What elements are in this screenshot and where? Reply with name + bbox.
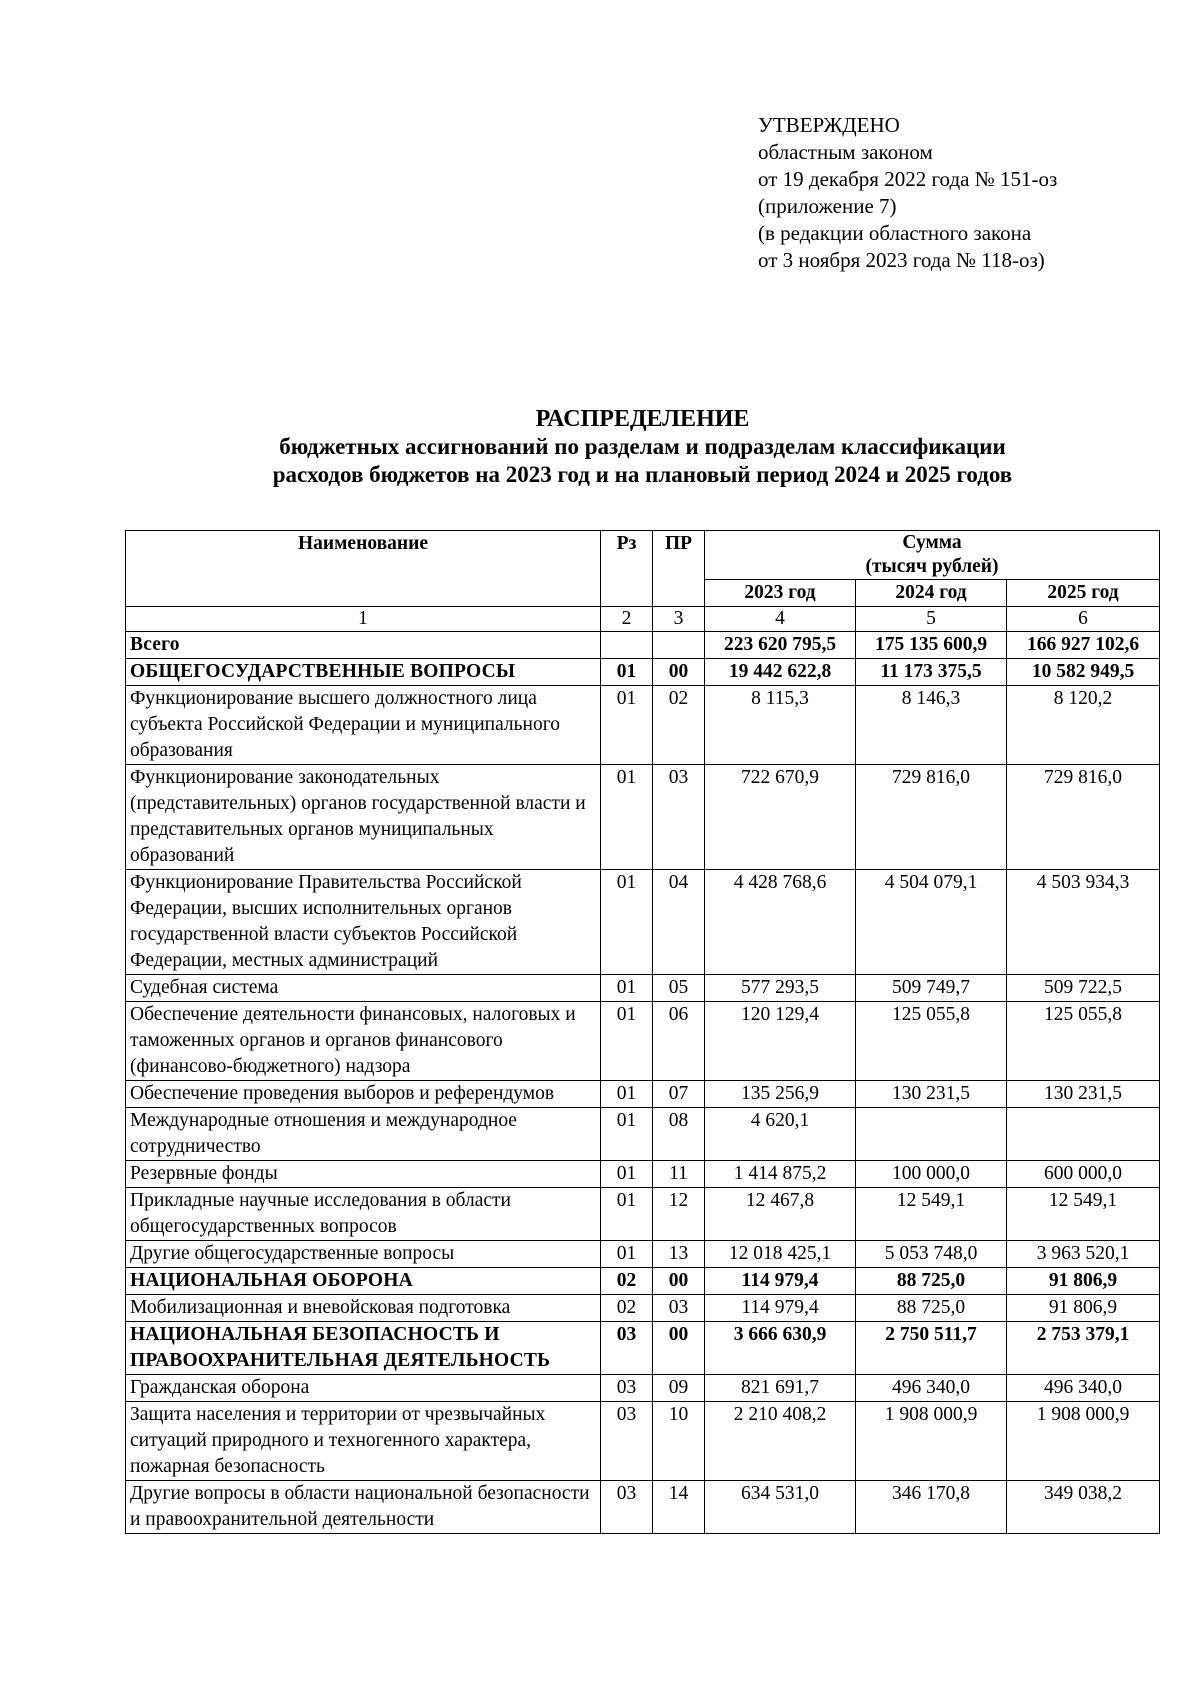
row-rz: 03 (601, 1402, 653, 1481)
row-value-2024: 496 340,0 (856, 1375, 1007, 1402)
header-name: Наименование (126, 531, 601, 607)
header-rz: Рз (601, 531, 653, 607)
row-value-2025 (1007, 1108, 1160, 1161)
row-value-2025: 12 549,1 (1007, 1188, 1160, 1241)
row-rz: 01 (601, 1241, 653, 1268)
row-value-2023: 114 979,4 (705, 1268, 856, 1295)
row-pr: 00 (653, 659, 705, 686)
table-row (126, 1402, 1160, 1481)
approval-line: УТВЕРЖДЕНО (758, 113, 900, 137)
row-value-2024: 11 173 375,5 (856, 659, 1007, 686)
row-value-2025: 349 038,2 (1007, 1481, 1160, 1534)
row-pr: 12 (653, 1188, 705, 1241)
column-index: 2 (601, 607, 653, 632)
table-row (126, 1481, 1160, 1534)
row-value-2024: 175 135 600,9 (856, 632, 1007, 659)
row-value-2024: 5 053 748,0 (856, 1241, 1007, 1268)
row-name: НАЦИОНАЛЬНАЯ ОБОРОНА (126, 1268, 601, 1295)
table-row (126, 765, 1160, 870)
table-row (126, 1268, 1160, 1295)
row-rz: 01 (601, 1161, 653, 1188)
approval-stamp (758, 112, 1057, 274)
row-name: Функционирование законодательных (представительных) органов государственной власти и представительных органов муниципальных образований (126, 765, 601, 870)
row-value-2024: 2 750 511,7 (856, 1322, 1007, 1375)
document-title (125, 405, 1160, 489)
row-value-2024: 125 055,8 (856, 1002, 1007, 1081)
row-value-2023: 2 210 408,2 (705, 1402, 856, 1481)
row-value-2025: 4 503 934,3 (1007, 870, 1160, 975)
row-name: Функционирование высшего должностного лица субъекта Российской Федерации и муниципального образования (126, 686, 601, 765)
row-value-2023: 135 256,9 (705, 1081, 856, 1108)
column-index-row (126, 607, 1160, 632)
header-year-2025: 2025 год (1007, 580, 1160, 607)
column-index: 4 (705, 607, 856, 632)
row-rz: 01 (601, 659, 653, 686)
row-pr: 07 (653, 1081, 705, 1108)
row-pr: 06 (653, 1002, 705, 1081)
row-name: Международные отношения и международное сотрудничество (126, 1108, 601, 1161)
row-value-2025: 125 055,8 (1007, 1002, 1160, 1081)
table-row (126, 632, 1160, 659)
row-pr: 11 (653, 1161, 705, 1188)
title-main: РАСПРЕДЕЛЕНИЕ (535, 406, 750, 432)
row-value-2025: 600 000,0 (1007, 1161, 1160, 1188)
row-value-2023: 223 620 795,5 (705, 632, 856, 659)
header-pr: ПР (653, 531, 705, 607)
row-value-2024: 729 816,0 (856, 765, 1007, 870)
row-rz: 01 (601, 1108, 653, 1161)
row-rz: 01 (601, 870, 653, 975)
row-pr: 00 (653, 1268, 705, 1295)
row-value-2025: 166 927 102,6 (1007, 632, 1160, 659)
column-index: 1 (126, 607, 601, 632)
row-value-2023: 634 531,0 (705, 1481, 856, 1534)
approval-line: от 19 декабря 2022 года № 151-оз (758, 167, 1058, 191)
row-name: Мобилизационная и вневойсковая подготовка (126, 1295, 601, 1322)
row-name: Прикладные научные исследования в области общегосударственных вопросов (126, 1188, 601, 1241)
row-value-2024: 12 549,1 (856, 1188, 1007, 1241)
table-row (126, 1161, 1160, 1188)
row-pr: 13 (653, 1241, 705, 1268)
row-value-2025: 496 340,0 (1007, 1375, 1160, 1402)
row-value-2024: 346 170,8 (856, 1481, 1007, 1534)
table-row (126, 870, 1160, 975)
row-pr: 03 (653, 765, 705, 870)
table-row (126, 1081, 1160, 1108)
row-value-2024: 100 000,0 (856, 1161, 1007, 1188)
row-name: Другие вопросы в области национальной безопасности и правоохранительной деятельности (126, 1481, 601, 1534)
row-name: НАЦИОНАЛЬНАЯ БЕЗОПАСНОСТЬ И ПРАВООХРАНИТЕЛЬНАЯ ДЕЯТЕЛЬНОСТЬ (126, 1322, 601, 1375)
table-row (126, 1375, 1160, 1402)
row-pr: 09 (653, 1375, 705, 1402)
row-value-2023: 4 428 768,6 (705, 870, 856, 975)
row-pr (653, 632, 705, 659)
row-value-2023: 12 018 425,1 (705, 1241, 856, 1268)
header-year-2024: 2024 год (856, 580, 1007, 607)
header-year-2023: 2023 год (705, 580, 856, 607)
row-value-2025: 10 582 949,5 (1007, 659, 1160, 686)
row-value-2023: 577 293,5 (705, 975, 856, 1002)
row-value-2023: 821 691,7 (705, 1375, 856, 1402)
budget-table (125, 530, 1160, 1534)
row-rz: 01 (601, 765, 653, 870)
row-value-2025: 130 231,5 (1007, 1081, 1160, 1108)
row-value-2024: 4 504 079,1 (856, 870, 1007, 975)
title-line-3: расходов бюджетов на 2023 год и на плановый период 2024 и 2025 годов (272, 462, 1013, 487)
column-index: 3 (653, 607, 705, 632)
row-rz: 01 (601, 1081, 653, 1108)
header-sum-unit: (тысяч рублей) (865, 556, 999, 577)
table-row (126, 975, 1160, 1002)
row-value-2024 (856, 1108, 1007, 1161)
row-value-2023: 722 670,9 (705, 765, 856, 870)
row-value-2024: 509 749,7 (856, 975, 1007, 1002)
table-row (126, 1295, 1160, 1322)
row-value-2025: 1 908 000,9 (1007, 1402, 1160, 1481)
table-row (126, 1188, 1160, 1241)
budget-table-body (126, 632, 1160, 1534)
row-pr: 02 (653, 686, 705, 765)
row-value-2024: 1 908 000,9 (856, 1402, 1007, 1481)
header-sum-label: Сумма (902, 532, 962, 553)
row-value-2025: 509 722,5 (1007, 975, 1160, 1002)
row-name: Обеспечение проведения выборов и референдумов (126, 1081, 601, 1108)
approval-line: от 3 ноября 2023 года № 118-оз) (758, 248, 1045, 272)
row-pr: 03 (653, 1295, 705, 1322)
row-pr: 14 (653, 1481, 705, 1534)
row-rz: 01 (601, 686, 653, 765)
row-value-2023: 1 414 875,2 (705, 1161, 856, 1188)
row-pr: 10 (653, 1402, 705, 1481)
row-value-2023: 114 979,4 (705, 1295, 856, 1322)
row-value-2023: 19 442 622,8 (705, 659, 856, 686)
row-rz: 01 (601, 1188, 653, 1241)
row-value-2024: 8 146,3 (856, 686, 1007, 765)
approval-line: (в редакции областного закона (758, 221, 1032, 245)
table-row (126, 1002, 1160, 1081)
table-row (126, 659, 1160, 686)
row-rz: 01 (601, 1002, 653, 1081)
approval-line: областным законом (758, 140, 933, 164)
row-pr: 08 (653, 1108, 705, 1161)
row-value-2024: 88 725,0 (856, 1268, 1007, 1295)
table-row (126, 1241, 1160, 1268)
row-value-2025: 2 753 379,1 (1007, 1322, 1160, 1375)
row-rz (601, 632, 653, 659)
table-row (126, 686, 1160, 765)
row-value-2025: 729 816,0 (1007, 765, 1160, 870)
row-value-2024: 130 231,5 (856, 1081, 1007, 1108)
row-value-2023: 120 129,4 (705, 1002, 856, 1081)
row-pr: 04 (653, 870, 705, 975)
row-value-2025: 8 120,2 (1007, 686, 1160, 765)
row-rz: 03 (601, 1322, 653, 1375)
row-value-2023: 4 620,1 (705, 1108, 856, 1161)
row-value-2023: 8 115,3 (705, 686, 856, 765)
column-index: 5 (856, 607, 1007, 632)
row-rz: 02 (601, 1268, 653, 1295)
approval-line: (приложение 7) (758, 194, 897, 218)
row-value-2024: 88 725,0 (856, 1295, 1007, 1322)
row-name: Гражданская оборона (126, 1375, 601, 1402)
row-pr: 00 (653, 1322, 705, 1375)
row-value-2025: 91 806,9 (1007, 1268, 1160, 1295)
row-name: ОБЩЕГОСУДАРСТВЕННЫЕ ВОПРОСЫ (126, 659, 601, 686)
row-name: Другие общегосударственные вопросы (126, 1241, 601, 1268)
row-name: Обеспечение деятельности финансовых, налоговых и таможенных органов и органов финансового (финансово-бюджетного) надзора (126, 1002, 601, 1081)
header-sum (705, 531, 1160, 580)
row-rz: 03 (601, 1375, 653, 1402)
column-index: 6 (1007, 607, 1160, 632)
table-row (126, 1322, 1160, 1375)
row-value-2023: 3 666 630,9 (705, 1322, 856, 1375)
row-rz: 02 (601, 1295, 653, 1322)
row-name: Защита населения и территории от чрезвычайных ситуаций природного и техногенного характера, пожарная безопасность (126, 1402, 601, 1481)
title-line-2: бюджетных ассигнований по разделам и подразделам классификации (279, 434, 1006, 459)
row-rz: 03 (601, 1481, 653, 1534)
row-pr: 05 (653, 975, 705, 1002)
row-value-2025: 91 806,9 (1007, 1295, 1160, 1322)
row-name: Всего (126, 632, 601, 659)
row-name: Функционирование Правительства Российской Федерации, высших исполнительных органов государственной власти субъектов Российской Федерации, местных администраций (126, 870, 601, 975)
row-rz: 01 (601, 975, 653, 1002)
table-row (126, 1108, 1160, 1161)
row-value-2023: 12 467,8 (705, 1188, 856, 1241)
row-value-2025: 3 963 520,1 (1007, 1241, 1160, 1268)
row-name: Судебная система (126, 975, 601, 1002)
row-name: Резервные фонды (126, 1161, 601, 1188)
